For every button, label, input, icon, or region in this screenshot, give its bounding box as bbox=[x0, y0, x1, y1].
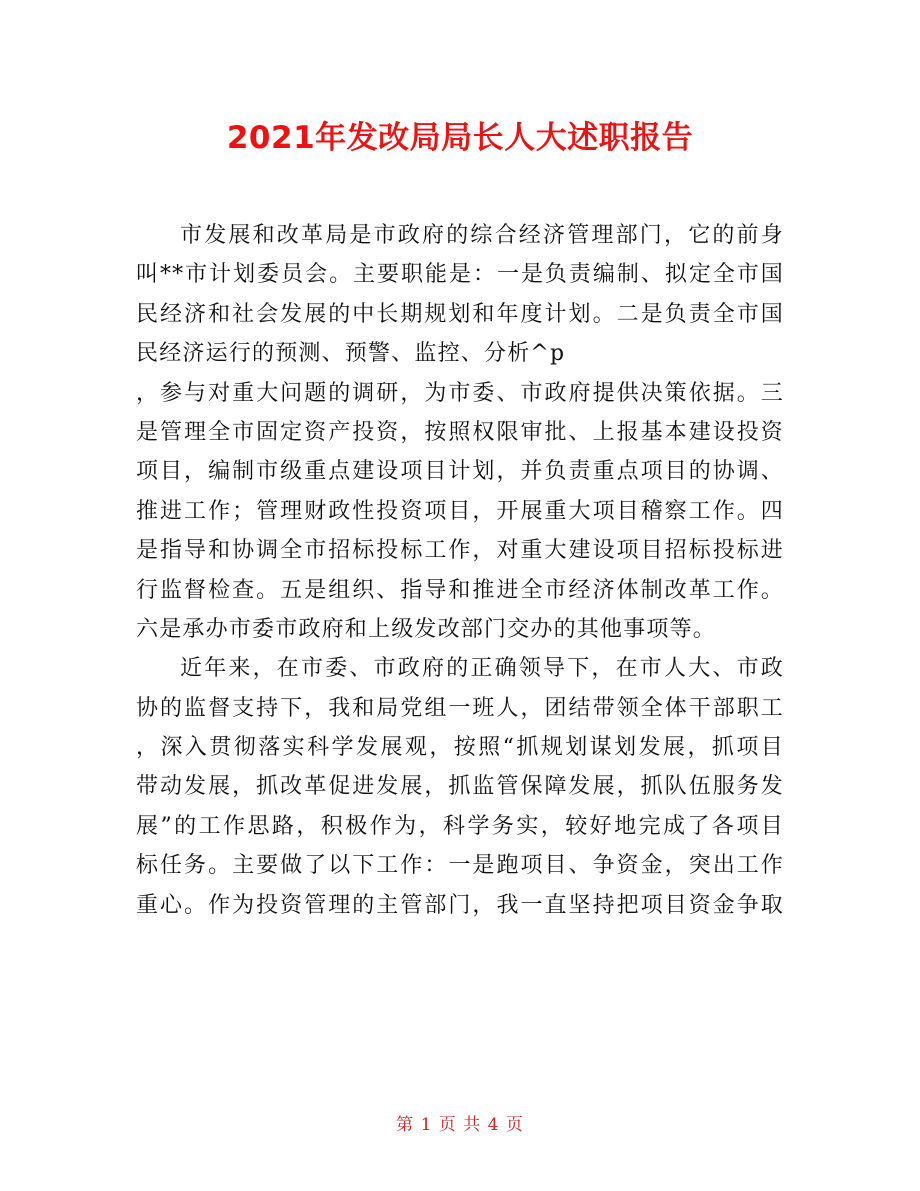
paragraph-2-line-6: 标任务。主要做了以下工作：一是跑项目、争资金，突出工作 bbox=[136, 853, 784, 879]
paragraph-1-line-5: ，参与对重大问题的调研，为市委、市政府提供决策依据。三 bbox=[136, 380, 784, 406]
paragraph-1-line-11: 六是承办市委市政府和上级发改部门交办的其他事项等。 bbox=[136, 616, 717, 642]
page-number-footer: 第 1 页 共 4 页 bbox=[396, 1115, 524, 1135]
paragraph-2-line-4: 带动发展，抓改革促进发展，抓监管保障发展，抓队伍服务发 bbox=[136, 774, 784, 800]
paragraph-1-line-4: 民经济运行的预测、预警、监控、分析^p bbox=[136, 341, 566, 367]
document-title: 2021年发改局局长人大述职报告 bbox=[226, 120, 694, 156]
paragraph-2-line-2: 协的监督支持下，我和局党组一班人，团结带领全体干部职工 bbox=[136, 695, 784, 721]
paragraph-1-line-8: 推进工作；管理财政性投资项目，开展重大项目稽察工作。四 bbox=[136, 498, 784, 524]
document-body bbox=[136, 216, 784, 925]
paragraph-2-line-7: 重心。作为投资管理的主管部门，我一直坚持把项目资金争取 bbox=[136, 892, 784, 918]
paragraph-1-line-7: 项目，编制市级重点建设项目计划，并负责重点项目的协调、 bbox=[136, 459, 784, 485]
paragraph-1-line-10: 行监督检查。五是组织、指导和推进全市经济体制改革工作。 bbox=[136, 577, 784, 603]
paragraph-2-line-5: 展”的工作思路，积极作为，科学务实，较好地完成了各项目 bbox=[136, 813, 784, 839]
paragraph-1-line-3: 民经济和社会发展的中长期规划和年度计划。二是负责全市国 bbox=[136, 301, 784, 327]
paragraph-1-line-6: 是管理全市固定资产投资，按照权限审批、上报基本建设投资 bbox=[136, 419, 784, 445]
paragraph-2-line-3: ，深入贯彻落实科学发展观，按照“抓规划谋划发展，抓项目 bbox=[136, 735, 784, 761]
paragraph-1-line-9: 是指导和协调全市招标投标工作，对重大建设项目招标投标进 bbox=[136, 538, 784, 564]
paragraph-1-line-1: 市发展和改革局是市政府的综合经济管理部门，它的前身 bbox=[180, 223, 784, 248]
paragraph-2-line-1: 近年来，在市委、市政府的正确领导下，在市人大、市政 bbox=[180, 656, 784, 682]
paragraph-1-line-2: 叫**市计划委员会。主要职能是：一是负责编制、拟定全市国 bbox=[136, 262, 784, 288]
